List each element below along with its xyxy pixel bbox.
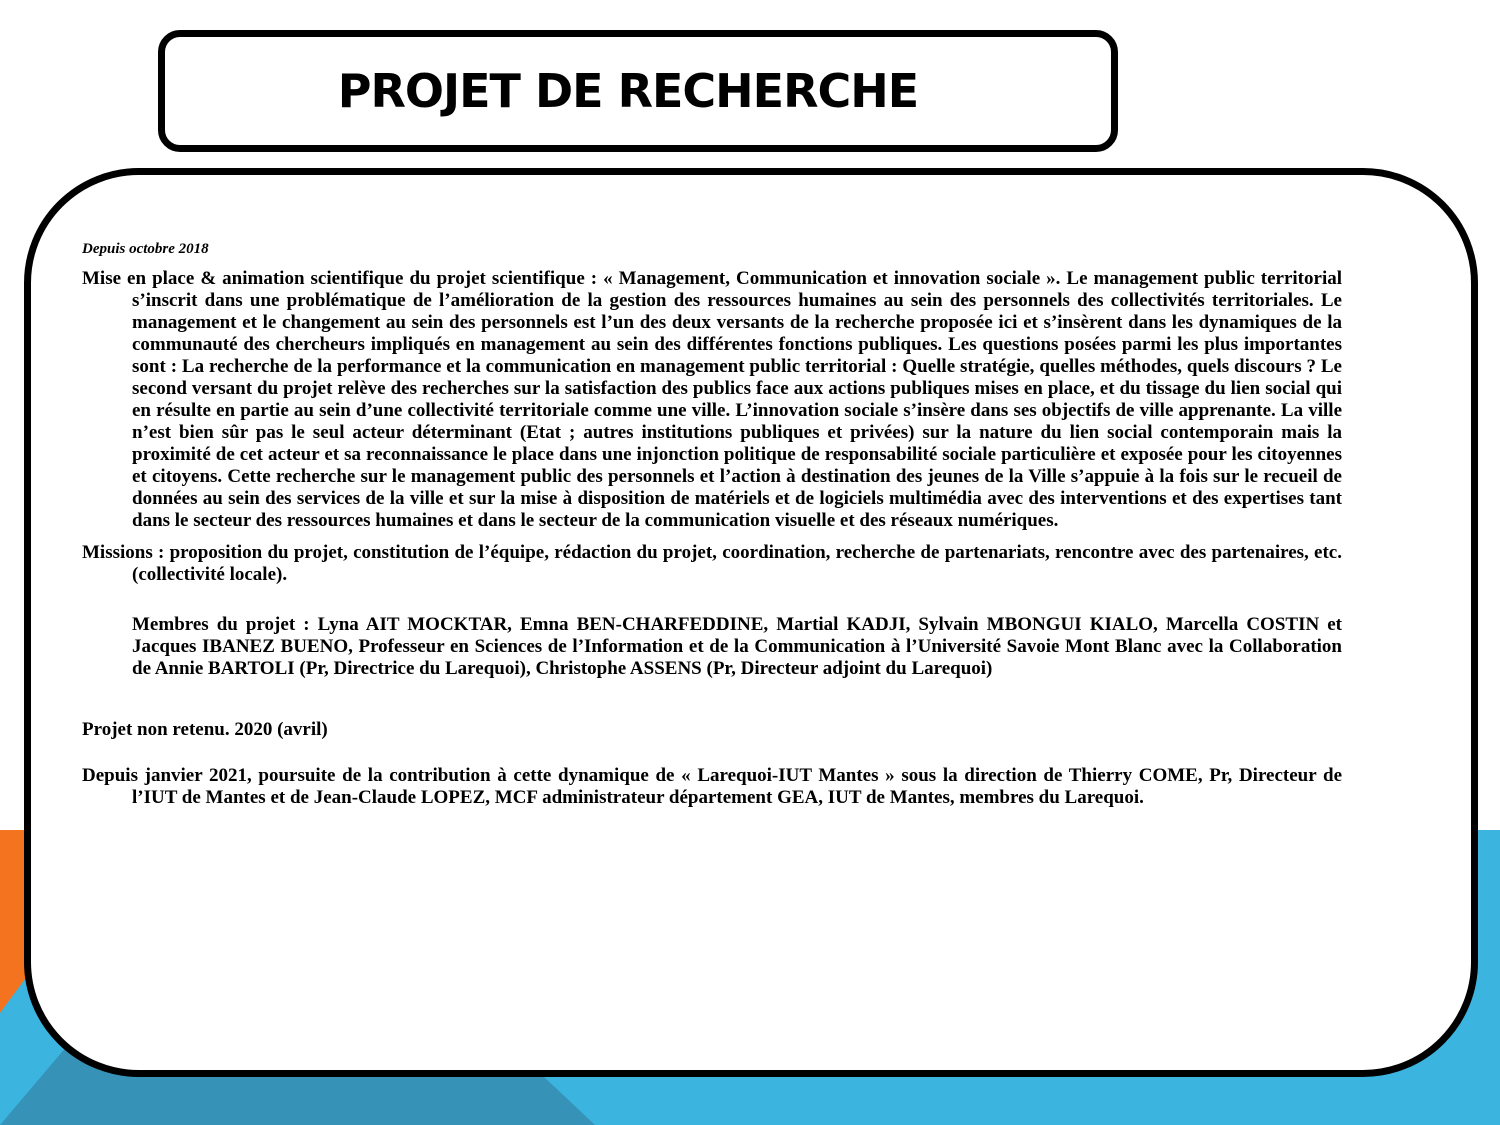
- missions-paragraph: Missions : proposition du projet, constitution de l’équipe, rédaction du projet, coordination, recherche de partenariats, rencontre avec des partenaires, etc. (collectivité locale).: [82, 542, 1342, 585]
- title-box: [158, 30, 1118, 152]
- page-title: PROJET DE RECHERCHE: [337, 64, 919, 118]
- since-2021-paragraph: Depuis janvier 2021, poursuite de la contribution à cette dynamique de « Larequoi-IUT Mantes » sous la direction de Thierry COME, Pr, Directeur de l’IUT de Mantes et de Jean-Claude LOPEZ, MCF administrateur département GEA, IUT de Mantes, membres du Larequoi.: [82, 765, 1342, 808]
- project-status-paragraph: Projet non retenu. 2020 (avril): [82, 719, 328, 740]
- since-date-label: Depuis octobre 2018: [82, 241, 209, 257]
- members-paragraph: Membres du projet : Lyna AIT MOCKTAR, Emna BEN-CHARFEDDINE, Martial KADJI, Sylvain MBONGUI KIALO, Marcella COSTIN et Jacques IBANEZ BUENO, Professeur en Sciences de l’Information et de la Communication à l’Université Savoie Mont Blanc avec la Collaboration de Annie BARTOLI (Pr, Directrice du Larequoi), Christophe ASSENS (Pr, Directeur adjoint du Larequoi): [132, 614, 1342, 679]
- project-description-paragraph: Mise en place & animation scientifique du projet scientifique : « Management, Communication et innovation sociale ». Le management public territorial s’inscrit dans une problématique de l’amélioration de la gestion des ressources humaines au sein des personnels des collectivités territoriales. Le management et le changement au sein des personnels est l’un des deux versants de la recherche proposée ici et s’insèrent dans les dynamiques de la communauté des chercheurs impliqués en management au sein des différentes fonctions publiques. Les questions posées parmi les plus importantes sont : La recherche de la performance et la communication en management public territorial : Quelle stratégie, quelles méthodes, quels discours ? Le second versant du projet relève des recherches sur la satisfaction des publics face aux actions publiques mises en place, et du tissage du lien social qui en résulte en partie au sein d’une collectivité territoriale comme une ville. L’innovation sociale s’insère dans ses objectifs de ville apprenante. La ville n’est bien sûr pas le seul acteur déterminant (Etat ; autres institutions publiques et privées) sur la nature du lien social contemporain mais la proximité de cet acteur et sa reconnaissance le place dans une injonction politique de responsabilité sociale particulière et exposée pour les citoyennes et citoyens. Cette recherche sur le management public des personnels et l’action à destination des jeunes de la Ville s’appuie à la fois sur le recueil de données au sein des services de la ville et sur la mise à disposition de matériels et de logiciels multimédia avec des interventions et des expertises tant dans le secteur des ressources humaines et dans le secteur de la communication visuelle et des réseaux numériques.: [82, 268, 1342, 531]
- content-area: [82, 240, 1342, 809]
